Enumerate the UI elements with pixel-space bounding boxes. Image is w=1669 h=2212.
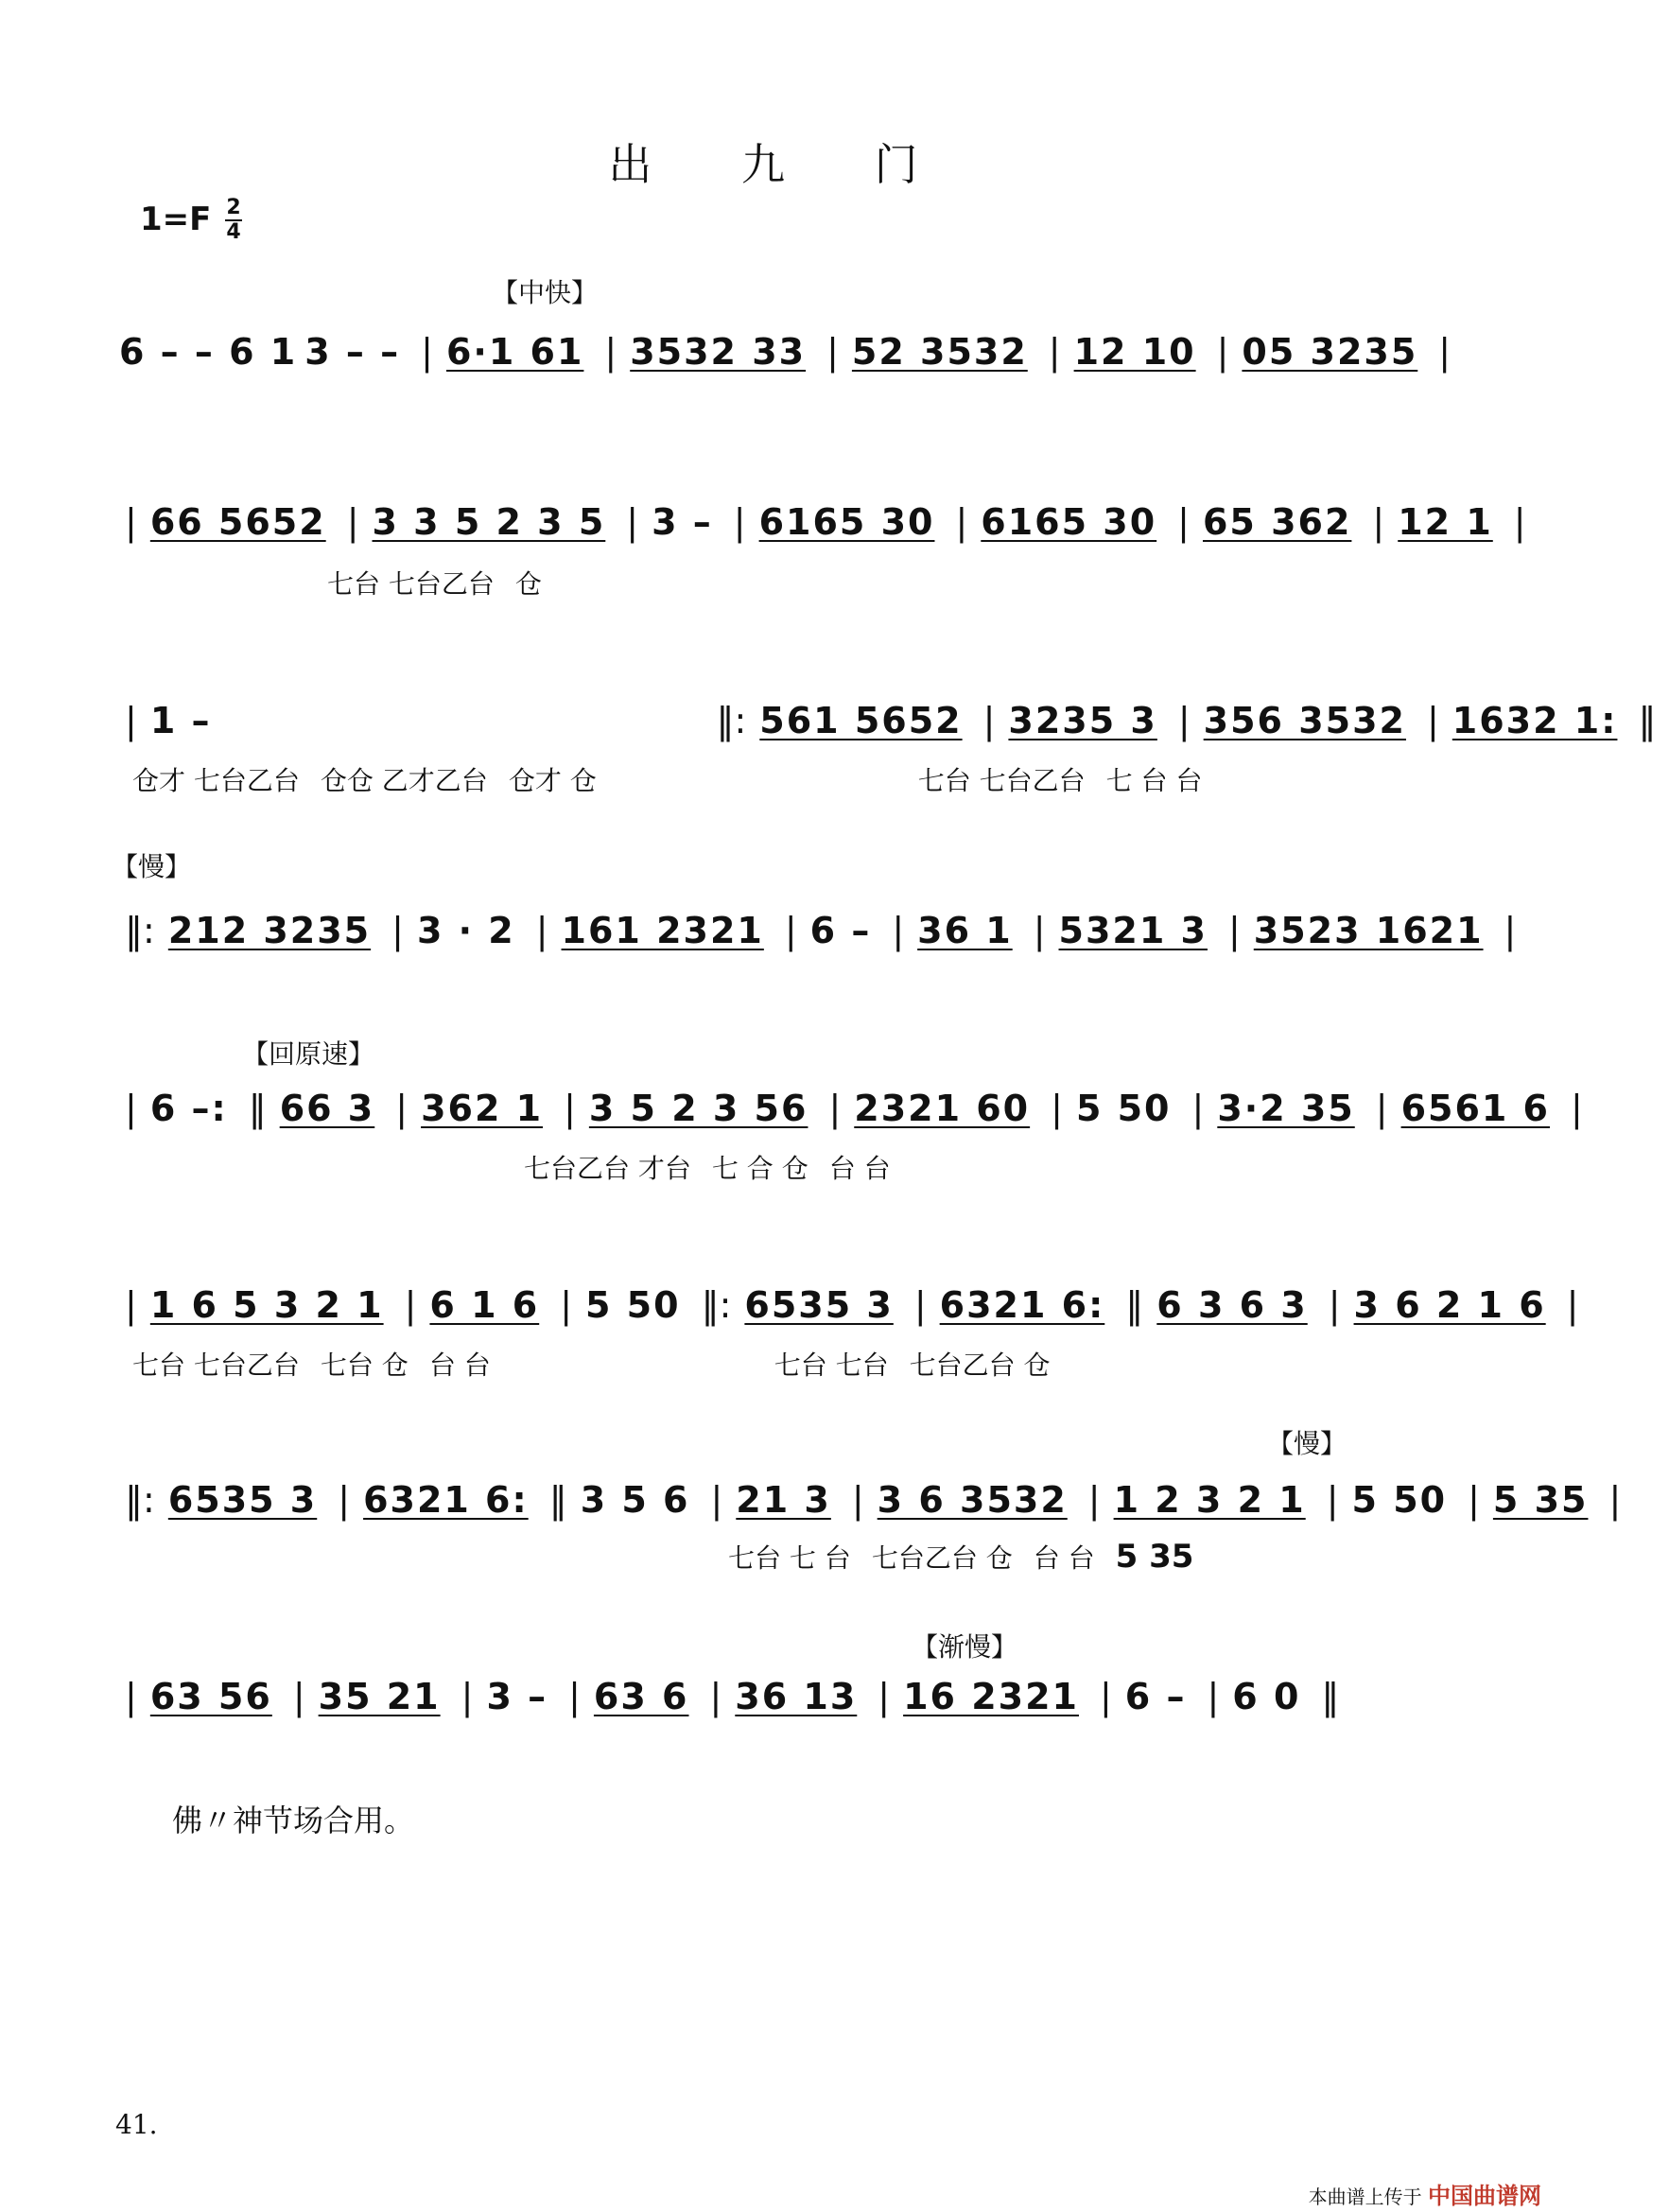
measure: 12 10 [1073, 331, 1196, 373]
percussion-text: 仓才 七台乙台 [132, 765, 300, 796]
tempo-mark-zhong-kuai: 【中快】 [492, 277, 599, 308]
measure: 3523 1621 [1253, 910, 1484, 951]
percussion-text: 七台 仓 [320, 1350, 409, 1381]
measure: 5 50 [585, 1284, 681, 1326]
percussion-line-7 [728, 1538, 1214, 1576]
measure: 63 56 [149, 1676, 272, 1717]
percussion-text: 七台 七台乙台 [917, 765, 1086, 796]
measure: 5 50 [1075, 1088, 1172, 1129]
tempo-mark-man-2: 【慢】 [1267, 1428, 1347, 1459]
measure: 161 2321 [561, 910, 764, 951]
score-line-5: | 6 –: ‖ 66 3 | 362 1 | 3 5 2 3 56 | 2321 60 | 5 50 | 3·2 35 | 6561 6 | [125, 1088, 1583, 1129]
percussion-text: 台 台 [828, 1153, 891, 1184]
footer-note: 佛〃神节场合用。 [172, 1803, 415, 1838]
measure: 6561 6 [1400, 1088, 1550, 1129]
measure: 05 3235 [1242, 331, 1418, 373]
measure: 3235 3 [1008, 700, 1157, 741]
measure: 561 5652 [759, 700, 963, 741]
measure: 6 1 6 [429, 1284, 540, 1326]
score-line-7: ‖: 6535 3 | 6321 6: ‖ 3 5 6 | 21 3 | 3 6 3532 | 1 2 3 2 1 | 5 50 | 5 35 | [125, 1479, 1622, 1521]
percussion-text: 仓 [514, 568, 542, 600]
score-line-4: ‖: 212 3235 | 3 · 2 | 161 2321 | 6 – | 36 1 | 5321 3 | 3523 1621 | [125, 910, 1517, 951]
measure: 66 3 [279, 1088, 375, 1129]
percussion-text: 七 合 仓 [711, 1153, 808, 1184]
watermark-text: 本曲谱上传于 [1308, 2186, 1422, 2208]
measure: 356 3532 [1203, 700, 1406, 741]
percussion-text: 七台乙台 仓 [909, 1350, 1051, 1381]
measure: 36 1 [917, 910, 1013, 951]
percussion-text: 七台 七台乙台 [327, 568, 495, 600]
measure: 65 362 [1202, 501, 1352, 543]
measure: 2321 60 [854, 1088, 1031, 1129]
score-line-2: | 66 5652 | 3 3 5 2 3 5 | 3 – | 6165 30 | 6165 30 | 65 362 | 12 1 | [125, 501, 1526, 543]
page-number: 41. [115, 2109, 158, 2140]
percussion-text: 七台 七台乙台 [132, 1350, 300, 1381]
percussion-text: 七台乙台 仓 [871, 1542, 1013, 1574]
score-line-1: 6 – – 6 1 3 – – | 6·1 61 | 3532 33 | 52 3532 | 12 10 | 05 3235 | [119, 331, 1452, 373]
percussion-line-6 [132, 1345, 1071, 1383]
measure: 6 – [1124, 1676, 1187, 1717]
measure: 12 1 [1398, 501, 1493, 543]
measure: 5 50 [1351, 1479, 1448, 1521]
measure: 5 35 [1492, 1479, 1589, 1521]
measure: 21 3 [736, 1479, 831, 1521]
measure: 35 21 [318, 1676, 441, 1717]
percussion-line-2 [327, 564, 563, 601]
percussion-text: 七台 七台 [774, 1350, 889, 1381]
measure: 3·2 35 [1217, 1088, 1355, 1129]
time-signature-top: 2 [226, 196, 241, 219]
measure: 52 3532 [851, 331, 1028, 373]
key-signature: 1=F [140, 200, 212, 238]
measure: 6·1 61 [445, 331, 584, 373]
percussion-text: 七台乙台 才台 [524, 1153, 691, 1184]
percussion-text: 七 台 台 [1105, 765, 1203, 796]
measure: 3 5 6 [580, 1479, 690, 1521]
measure: 3532 33 [630, 331, 807, 373]
measure: 16 2321 [903, 1676, 1079, 1717]
measure: 6 –: [149, 1088, 228, 1129]
score-line-6: | 1 6 5 3 2 1 | 6 1 6 | 5 50 ‖: 6535 3 | 6321 6: ‖ 6 3 6 3 | 3 6 2 1 6 | [125, 1284, 1579, 1326]
percussion-text: 仓仓 乙才乙台 [320, 765, 488, 796]
percussion-line-5 [524, 1148, 912, 1186]
percussion-line-3 [132, 760, 1223, 798]
percussion-text: 5 35 [1115, 1538, 1194, 1576]
tempo-mark-man: 【慢】 [112, 851, 192, 882]
measure: 6321 6: [939, 1284, 1105, 1326]
measure: 6535 3 [744, 1284, 894, 1326]
measure: 3 3 5 2 3 5 [372, 501, 606, 543]
measure: 1 6 5 3 2 1 [149, 1284, 384, 1326]
measure: 3 – [486, 1676, 548, 1717]
measure: 66 5652 [149, 501, 326, 543]
measure: 1632 1: [1452, 700, 1618, 741]
measure: 362 1 [421, 1088, 544, 1129]
measure: 3 – – [304, 331, 401, 373]
measure: 3 6 2 1 6 [1353, 1284, 1546, 1326]
measure: 3 · 2 [416, 910, 515, 951]
measure: 36 13 [735, 1676, 858, 1717]
tempo-mark-jian-man: 【渐慢】 [912, 1631, 1018, 1663]
measure: 6535 3 [167, 1479, 318, 1521]
percussion-text: 仓才 仓 [508, 765, 597, 796]
measure: 3 5 2 3 56 [588, 1088, 808, 1129]
score-line-3: | 1 – ‖: 561 5652 | 3235 3 | 356 3532 | 1632 1: ‖ [125, 700, 1657, 741]
percussion-text: 台 台 [1033, 1542, 1095, 1574]
score-title: 出 九 门 [608, 139, 956, 190]
measure: 5321 3 [1058, 910, 1208, 951]
time-signature [225, 197, 242, 244]
time-signature-bottom: 4 [226, 220, 241, 244]
measure: 63 6 [593, 1676, 689, 1717]
measure: 6165 30 [758, 501, 935, 543]
percussion-text: 七台 七 台 [728, 1542, 851, 1574]
watermark [1309, 2177, 1541, 2210]
score-line-8: | 63 56 | 35 21 | 3 – | 63 6 | 36 13 | 16 2321 | 6 – | 6 0 ‖ [125, 1676, 1340, 1717]
measure: 6165 30 [981, 501, 1157, 543]
measure: 6 – – 6 1 [119, 331, 298, 373]
measure: 1 – [149, 700, 212, 741]
tempo-mark-hui-yuan-su: 【回原速】 [242, 1038, 375, 1070]
measure: 3 6 3532 [877, 1479, 1068, 1521]
measure: 6321 6: [363, 1479, 529, 1521]
measure: 6 3 6 3 [1156, 1284, 1308, 1326]
percussion-text: 台 台 [428, 1350, 491, 1381]
measure: 212 3235 [167, 910, 372, 951]
measure: 6 – [809, 910, 872, 951]
measure: 3 – [652, 501, 713, 543]
measure: 6 0 [1232, 1676, 1301, 1717]
measure: 1 2 3 2 1 [1113, 1479, 1306, 1521]
watermark-brand: 中国曲谱网 [1428, 2183, 1541, 2209]
